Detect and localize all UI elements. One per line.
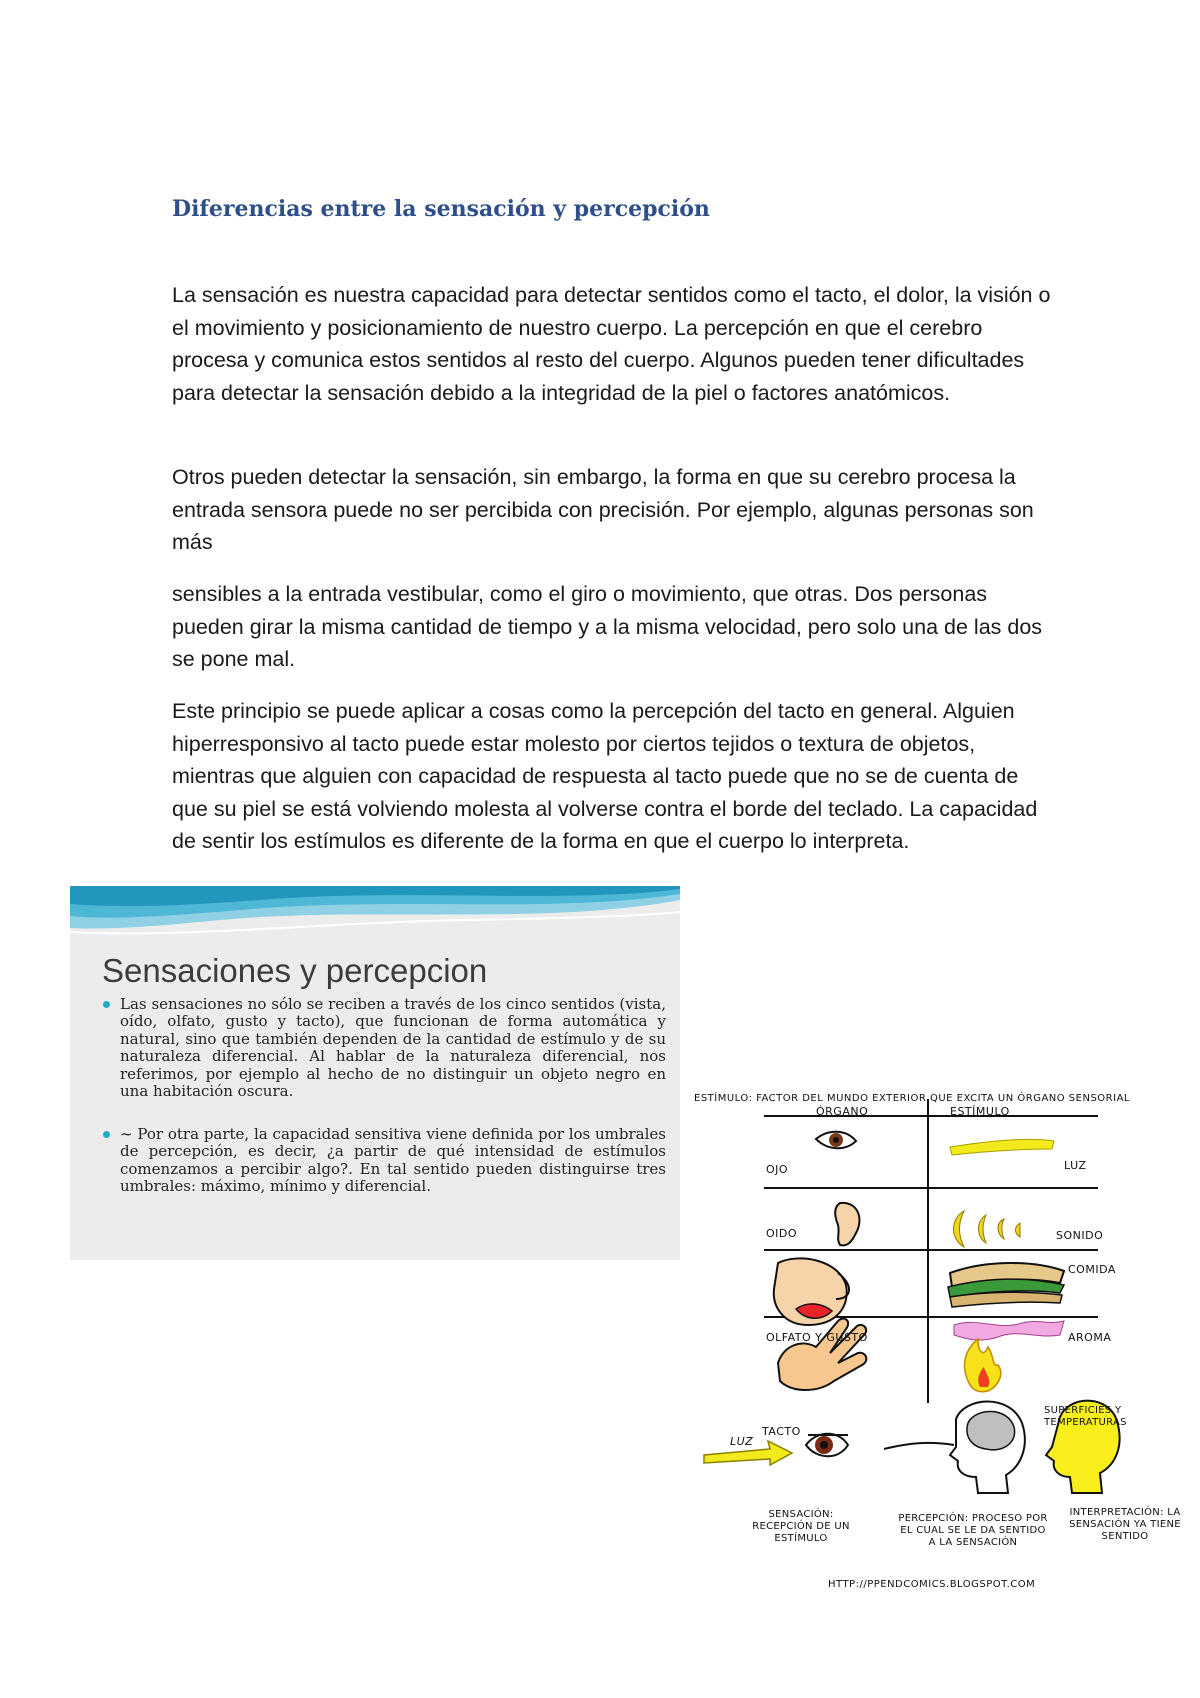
caption-interpretation: INTERPRETACIÓN: LA SENSACIÓN YA TIENE SENTIDO bbox=[1069, 1507, 1181, 1542]
stimulus-label: LUZ bbox=[1064, 1159, 1087, 1172]
slide-title: Sensaciones y percepcion bbox=[102, 952, 488, 989]
paragraph-1: La sensación es nuestra capacidad para detectar sentidos como el tacto, el dolor, la visión o el movimiento y posicionamiento de nuestro cuerpo. La percepción en que el cerebro procesa y comunica estos sentidos al resto del cuerpo. Algunos pueden tener dificultades para detectar la sensación debido a la integridad de la piel o factores anatómicos. bbox=[172, 283, 1051, 405]
diagram-credit: HTTP://PPENDCOMICS.BLOGSPOT.COM bbox=[828, 1579, 1036, 1590]
organ-label: OIDO bbox=[766, 1227, 798, 1240]
stimulus-label: SUPERFICIES Y TEMPERATURAS bbox=[1044, 1405, 1127, 1428]
eye-icon bbox=[806, 1434, 848, 1457]
slide-wave-decoration bbox=[70, 886, 680, 946]
ear-icon bbox=[835, 1203, 859, 1246]
organ-label: OJO bbox=[766, 1163, 789, 1176]
slide-bullet-2: ~ Por otra parte, la capacidad sensitiva viene definida por los umbrales de percepción, es decir, ¿a partir de qué intensidad de estímulos comenzamos a percibir algo?. En tal sentido pueden distinguirse tres umbrales: máximo, mínimo y diferencial. bbox=[120, 1125, 666, 1196]
stimulus-label: SONIDO bbox=[1056, 1229, 1104, 1242]
paragraph-4: Este principio se puede aplicar a cosas como la percepción del tacto en general. Alguien hiperresponsivo al tacto puede estar molesto por ciertos tejidos o textura de objetos, mientras que alguien con capacidad de respuesta al tacto puede que no se de cuenta de que su piel se está volviendo molesta al volverse contra el borde del teclado. La capacidad de sentir los estímulos es diferente de la forma en que el cuerpo lo interpreta. bbox=[172, 699, 1038, 853]
paragraph-3: sensibles a la entrada vestibular, como el giro o movimiento, que otras. Dos personas pueden girar la misma cantidad de tiempo y a la misma velocidad, pero solo una de las dos se pone mal. bbox=[172, 582, 1043, 671]
slide-image bbox=[70, 886, 680, 1260]
organ-label: TACTO bbox=[762, 1425, 801, 1438]
slide-bullet-1: Las sensaciones no sólo se reciben a través de los cinco sentidos (vista, oído, olfato, gusto y tacto), que funcionan de forma automática y natural, sino que también dependen de la cantidad de estímulo y de su naturaleza diferencial. Al hablar de la naturaleza diferencial, nos referimos, por ejemplo al hecho de no distinguir un objeto negro en una habitación oscura. bbox=[120, 995, 666, 1101]
nose-mouth-icon bbox=[774, 1258, 849, 1325]
stimulus-label: AROMA bbox=[1068, 1331, 1112, 1344]
caption-sensation: SENSACIÓN: RECEPCIÓN DE UN ESTÍMULO bbox=[752, 1509, 850, 1544]
diagram-col-organ: ÓRGANO bbox=[816, 1105, 869, 1118]
sound-waves-icon bbox=[954, 1211, 1021, 1247]
diagram-header: ESTÍMULO: FACTOR DEL MUNDO EXTERIOR QUE EXCITA UN ÓRGANO SENSORIAL bbox=[694, 1093, 1130, 1104]
document-title: Diferencias entre la sensación y percepción bbox=[172, 196, 710, 222]
sensation-diagram bbox=[688, 1063, 1188, 1599]
paragraph-2: Otros pueden detectar la sensación, sin embargo, la forma en que su cerebro procesa la entrada sensora puede no ser percibida con precisión. Por ejemplo, algunas personas son más bbox=[172, 465, 1034, 554]
stimulus-label: COMIDA bbox=[1068, 1263, 1116, 1276]
caption-perception: PERCEPCIÓN: PROCESO POR EL CUAL SE LE DA SENTIDO A LA SENSACIÓN bbox=[898, 1513, 1048, 1548]
hand-icon bbox=[778, 1319, 866, 1390]
organ-label: OLFATO Y GUSTO bbox=[766, 1331, 868, 1344]
flame-icon bbox=[965, 1339, 1001, 1392]
aroma-icon bbox=[954, 1321, 1064, 1340]
arrow-label: LUZ bbox=[730, 1435, 754, 1448]
sandwich-icon bbox=[948, 1263, 1064, 1307]
head-brain-icon bbox=[950, 1402, 1025, 1494]
eye-icon bbox=[816, 1132, 856, 1149]
diagram-col-stimulus: ESTÍMULO bbox=[950, 1105, 1010, 1118]
